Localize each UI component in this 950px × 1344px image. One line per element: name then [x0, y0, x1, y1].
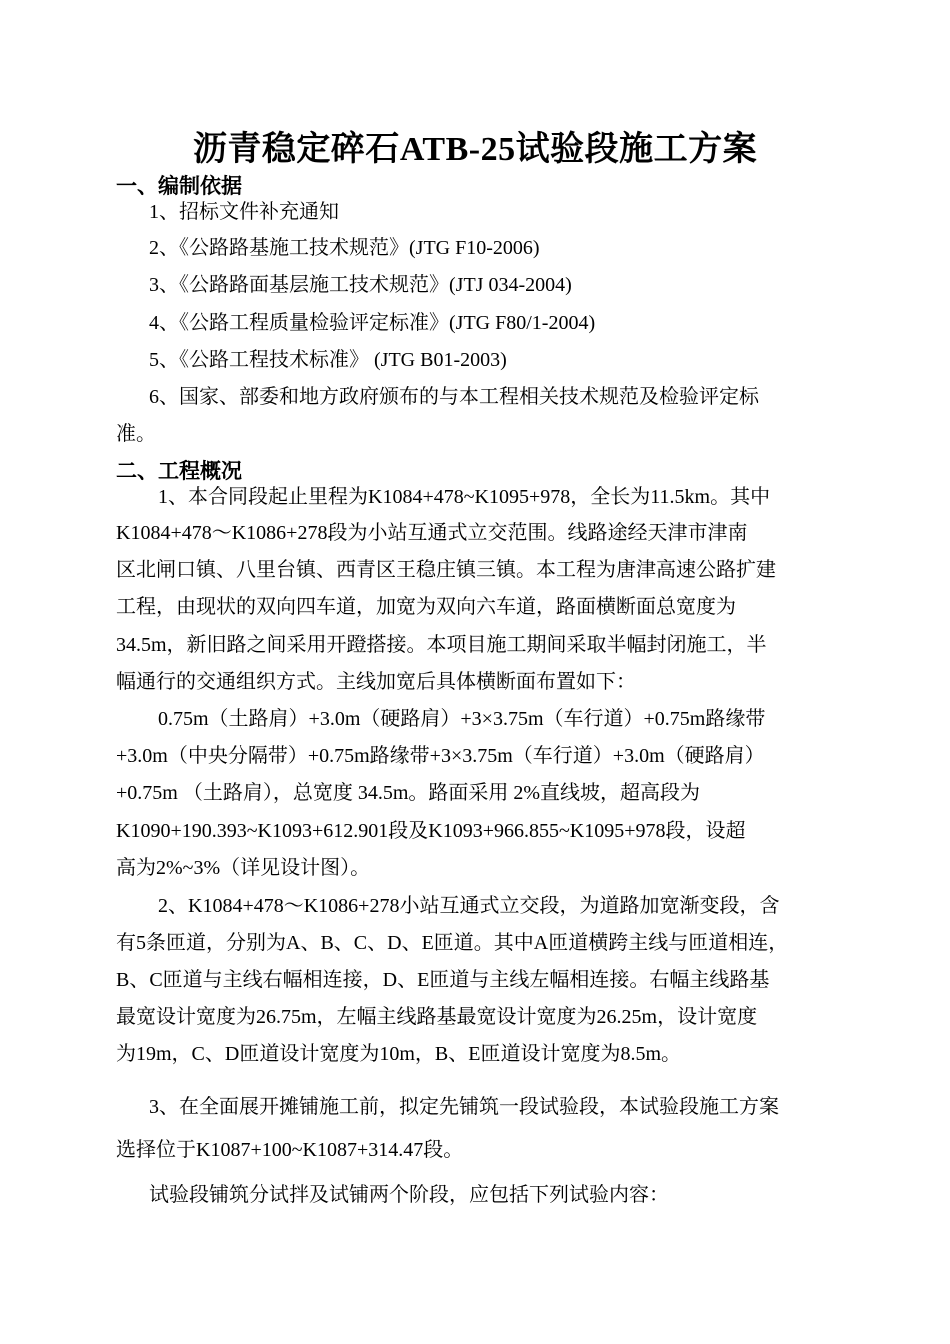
- basis-item: 1、招标文件补充通知: [149, 201, 339, 223]
- paragraph-line: 幅通行的交通组织方式。主线加宽后具体横断面布置如下：: [116, 671, 636, 693]
- paragraph-line: 选择位于K1087+100~K1087+314.47段。: [116, 1139, 464, 1161]
- paragraph-line: 为19m，C、D匝道设计宽度为10m，B、E匝道设计宽度为8.5m。: [116, 1043, 682, 1065]
- paragraph-line: +3.0m（中央分隔带）+0.75m路缘带+3×3.75m（车行道）+3.0m（硬路肩）: [116, 745, 765, 767]
- paragraph-line: 试验段铺筑分试拌及试铺两个阶段，应包括下列试验内容：: [149, 1184, 669, 1206]
- paragraph-line: 最宽设计宽度为26.75m，左幅主线路基最宽设计宽度为26.25m，设计宽度: [116, 1006, 758, 1028]
- paragraph-line: 2、K1084+478～K1086+278小站互通式立交段，为道路加宽渐变段，含: [158, 895, 780, 917]
- paragraph-line: 34.5m，新旧路之间采用开蹬搭接。本项目施工期间采取半幅封闭施工，半: [116, 634, 767, 656]
- paragraph-line: 工程，由现状的双向四车道，加宽为双向六车道，路面横断面总宽度为: [116, 596, 736, 618]
- basis-item: 4、《公路工程质量检验评定标准》(JTG F80/1-2004): [149, 312, 596, 334]
- document-title: 沥青稳定碎石ATB-25试验段施工方案: [192, 131, 758, 168]
- paragraph-line: 有5条匝道，分别为A、B、C、D、E匝道。其中A匝道横跨主线与匝道相连，: [116, 932, 789, 954]
- paragraph-line: K1090+190.393~K1093+612.901段及K1093+966.855~K1095+978段，设超: [116, 820, 746, 842]
- paragraph-line: 3、在全面展开摊铺施工前，拟定先铺筑一段试验段，本试验段施工方案: [149, 1096, 779, 1118]
- paragraph-line: 高为2%~3%（详见设计图）。: [116, 857, 371, 879]
- basis-item-continued: 准。: [116, 423, 156, 445]
- paragraph-line: K1084+478～K1086+278段为小站互通式立交范围。线路途经天津市津南: [116, 522, 748, 544]
- paragraph-line: 0.75m（土路肩）+3.0m（硬路肩）+3×3.75m（车行道）+0.75m路缘带: [158, 708, 766, 730]
- basis-item: 6、国家、部委和地方政府颁布的与本工程相关技术规范及检验评定标: [149, 386, 759, 408]
- paragraph-line: 区北闸口镇、八里台镇、西青区王稳庄镇三镇。本工程为唐津高速公路扩建: [116, 559, 776, 581]
- paragraph-line: 1、本合同段起止里程为K1084+478~K1095+978，全长为11.5km。其中: [158, 486, 771, 508]
- paragraph-line: +0.75m （土路肩），总宽度 34.5m。路面采用 2%直线坡，超高段为: [116, 782, 701, 804]
- basis-item: 2、《公路路基施工技术规范》(JTG F10-2006): [149, 237, 540, 259]
- basis-item: 3、《公路路面基层施工技术规范》(JTJ 034-2004): [149, 274, 572, 296]
- basis-item: 5、《公路工程技术标准》 (JTG B01-2003): [149, 349, 507, 371]
- paragraph-line: B、C匝道与主线右幅相连接，D、E匝道与主线左幅相连接。右幅主线路基: [116, 969, 770, 991]
- section-heading-basis: 一、编制依据: [116, 174, 242, 198]
- section-heading-overview: 二、工程概况: [116, 459, 242, 483]
